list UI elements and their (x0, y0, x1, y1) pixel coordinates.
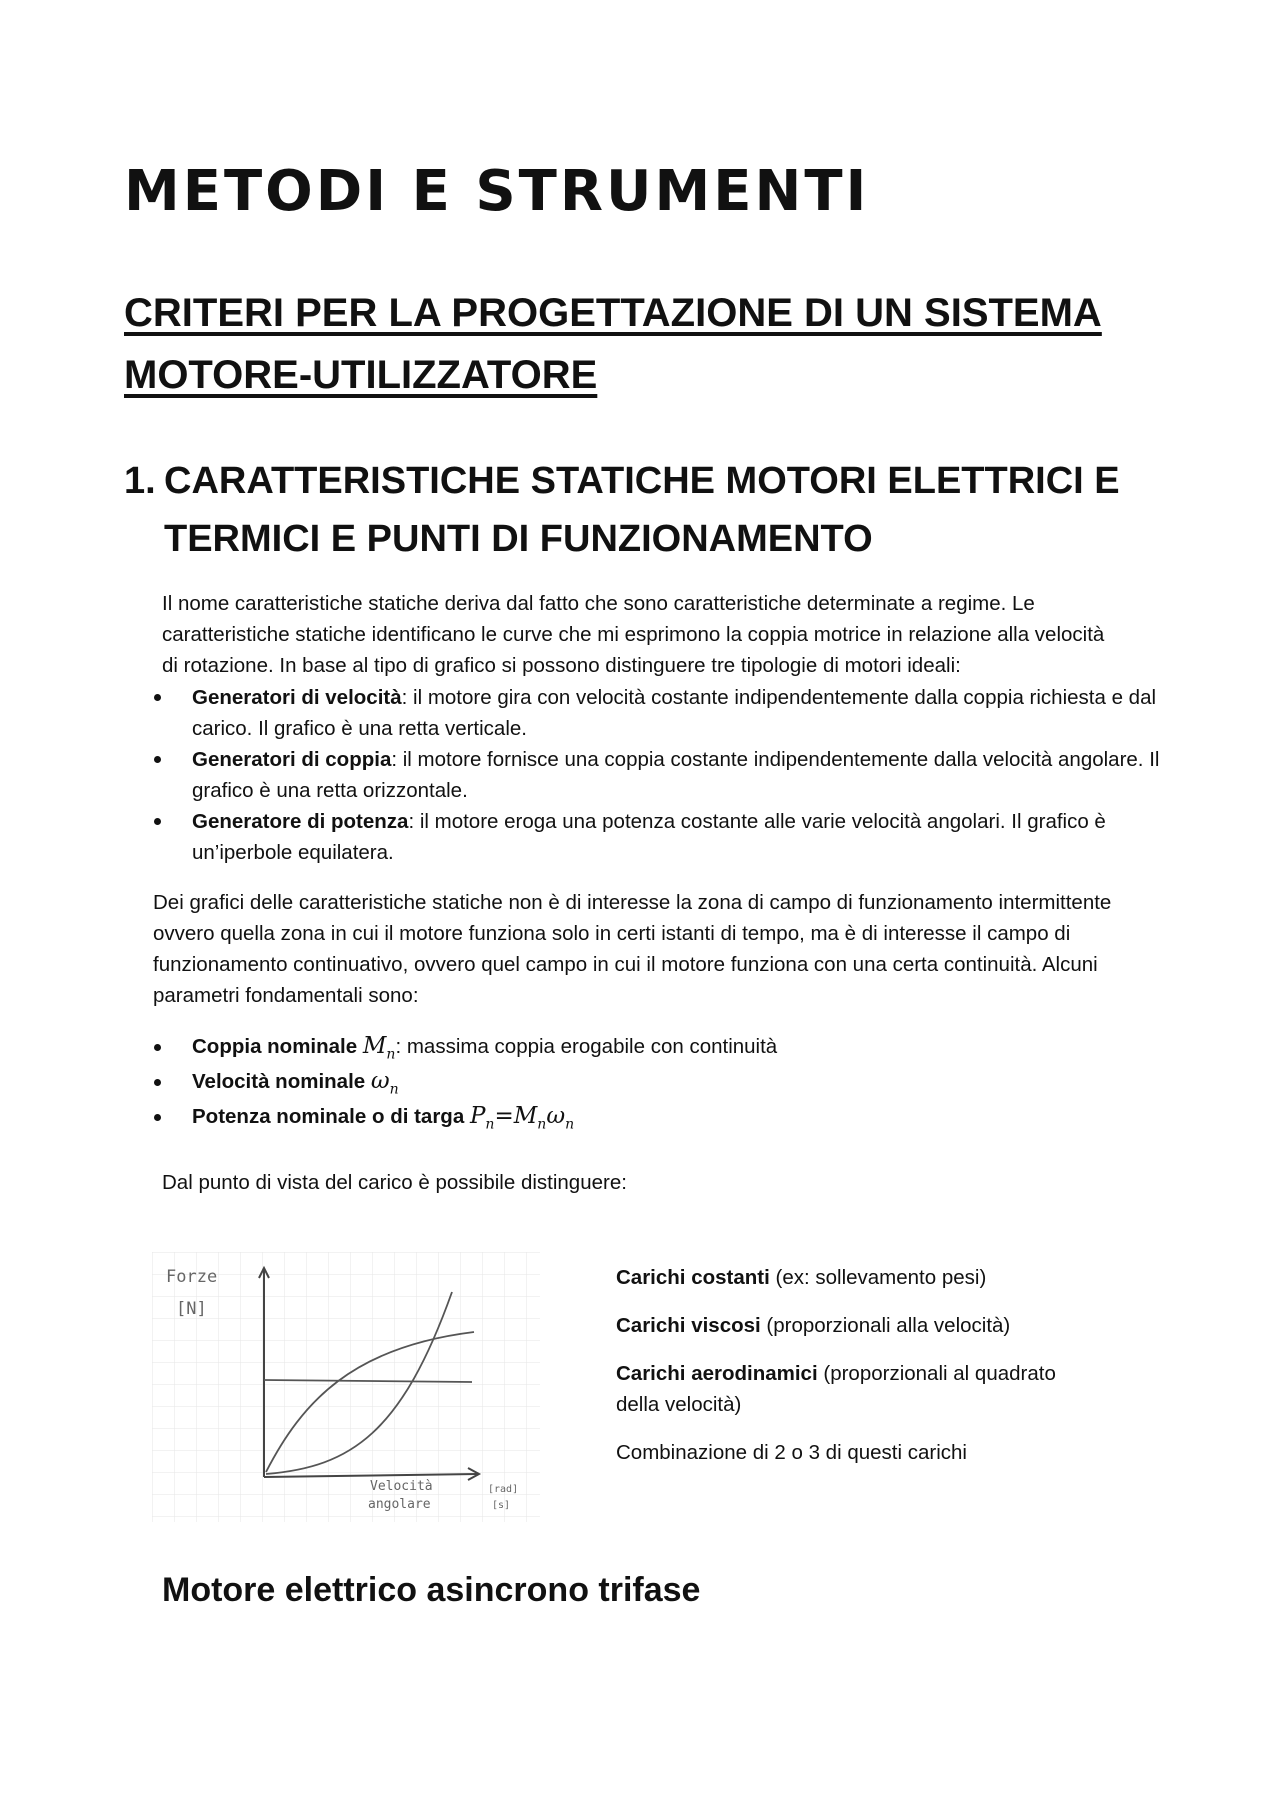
list-item (154, 1029, 854, 1064)
math-var: ω (370, 1068, 390, 1094)
x-label-line2: angolare (368, 1497, 431, 1512)
list-item (154, 806, 1164, 868)
y-label-line1: Forze (166, 1267, 218, 1287)
math-symbol (362, 1033, 396, 1063)
math-equals: = (494, 1103, 514, 1129)
list-item (154, 1064, 854, 1099)
math-subscript: n (537, 1116, 547, 1133)
list-item-desc: : il motore gira con velocità costante indipendentemente dalla coppia richiesta e dal carico. Il grafico è una retta verticale. (192, 686, 1157, 740)
section-number: 1. (124, 460, 156, 502)
load-curves-sketch (152, 1252, 540, 1522)
list-item-term: Carichi costanti (616, 1266, 770, 1289)
math-var: M (513, 1103, 538, 1129)
list-item-term: Coppia nominale (192, 1035, 363, 1058)
bullet-icon (154, 1114, 161, 1121)
bullet-icon (154, 1044, 161, 1051)
list-item-desc: : il motore eroga una potenza costante alle varie velocità angolari. Il grafico è un’iperbole equilatera. (192, 810, 1106, 864)
list-item (616, 1437, 1096, 1468)
math-subscript: n (485, 1116, 495, 1133)
list-item (616, 1358, 1096, 1420)
load-intro: Dal punto di vista del carico è possibile distinguere: (162, 1171, 627, 1194)
bullet-icon (154, 818, 161, 825)
list-item-term: Carichi viscosi (616, 1314, 761, 1337)
load-types-list (616, 1262, 1096, 1485)
list-item (154, 744, 1164, 806)
chapter-title-line1: CRITERI PER LA PROGETTAZIONE DI UN SISTEMA (124, 291, 1102, 335)
x-label-line1: Velocità (370, 1479, 433, 1494)
section-heading-line2: TERMICI E PUNTI DI FUNZIONAMENTO (164, 518, 873, 560)
list-item-desc: : massima coppia erogabile con continuità (395, 1035, 778, 1058)
motor-heading: Motore elettrico asincrono trifase (162, 1571, 701, 1609)
parameters-list (154, 1029, 854, 1134)
chapter-title (124, 282, 1124, 406)
list-item (154, 682, 1164, 744)
list-item-desc: (proporzionali alla velocità) (760, 1314, 1011, 1337)
page-title: METODI E STRUMENTI (124, 159, 870, 224)
list-item-desc: (proporzionali al quadrato della velocità) (616, 1362, 1056, 1416)
list-item-term: Velocità nominale (192, 1070, 371, 1093)
list-item-term: Generatori di coppia (192, 748, 392, 771)
list-item-desc: : il motore fornisce una coppia costante indipendentemente dalla velocità angolare. Il grafico è una retta orizzontale. (192, 748, 1160, 802)
list-item (616, 1262, 1096, 1293)
section-heading-text (124, 452, 1124, 568)
list-item (154, 1099, 854, 1134)
math-symbol (370, 1068, 399, 1098)
grid-paper (152, 1252, 540, 1522)
bullet-icon (154, 694, 161, 701)
list-item-desc: Combinazione di 2 o 3 di questi carichi (616, 1441, 967, 1464)
math-equation (469, 1103, 575, 1133)
list-item-term: Generatori di velocità (192, 686, 402, 709)
list-item-term: Generatore di potenza (192, 810, 409, 833)
x-unit-line1: [rad] (488, 1484, 519, 1495)
x-unit-line2: [s] (492, 1500, 511, 1511)
math-subscript: n (389, 1081, 399, 1098)
section-heading-line1: CARATTERISTICHE STATICHE MOTORI ELETTRICI E (164, 460, 1120, 502)
section-heading (124, 452, 1124, 568)
math-subscript: n (386, 1046, 396, 1063)
motor-types-list (154, 682, 1164, 868)
math-var: M (362, 1033, 387, 1059)
math-var: P (469, 1103, 486, 1129)
field-paragraph: Dei grafici delle caratteristiche statiche non è di interesse la zona di campo di funzionamento intermittente ovvero quella zona in cui il motore funziona solo in certi istanti di tempo, ma è di interesse il campo di funzionamento continuativo, ovvero quel campo in cui il motore funziona con una certa continuità. Alcuni parametri fondamentali sono: (153, 891, 1112, 1007)
list-item-term: Potenza nominale o di targa (192, 1105, 470, 1128)
intro-paragraph: Il nome caratteristiche statiche deriva dal fatto che sono caratteristiche determinate a regime. Le caratteristiche statiche identificano le curve che mi esprimono la coppia motrice in relazione alla velocità di rotazione. In base al tipo di grafico si possono distinguere tre tipologie di motori ideali: (162, 592, 1105, 677)
bullet-icon (154, 1079, 161, 1086)
list-item-term: Carichi aerodinamici (616, 1362, 818, 1385)
bullet-icon (154, 756, 161, 763)
math-subscript: n (565, 1116, 575, 1133)
list-item (616, 1310, 1096, 1341)
chapter-title-line2: MOTORE-UTILIZZATORE (124, 353, 598, 397)
math-var: ω (546, 1103, 566, 1129)
list-item-desc: (ex: sollevamento pesi) (769, 1266, 987, 1289)
y-label-line2: [N] (176, 1299, 207, 1319)
